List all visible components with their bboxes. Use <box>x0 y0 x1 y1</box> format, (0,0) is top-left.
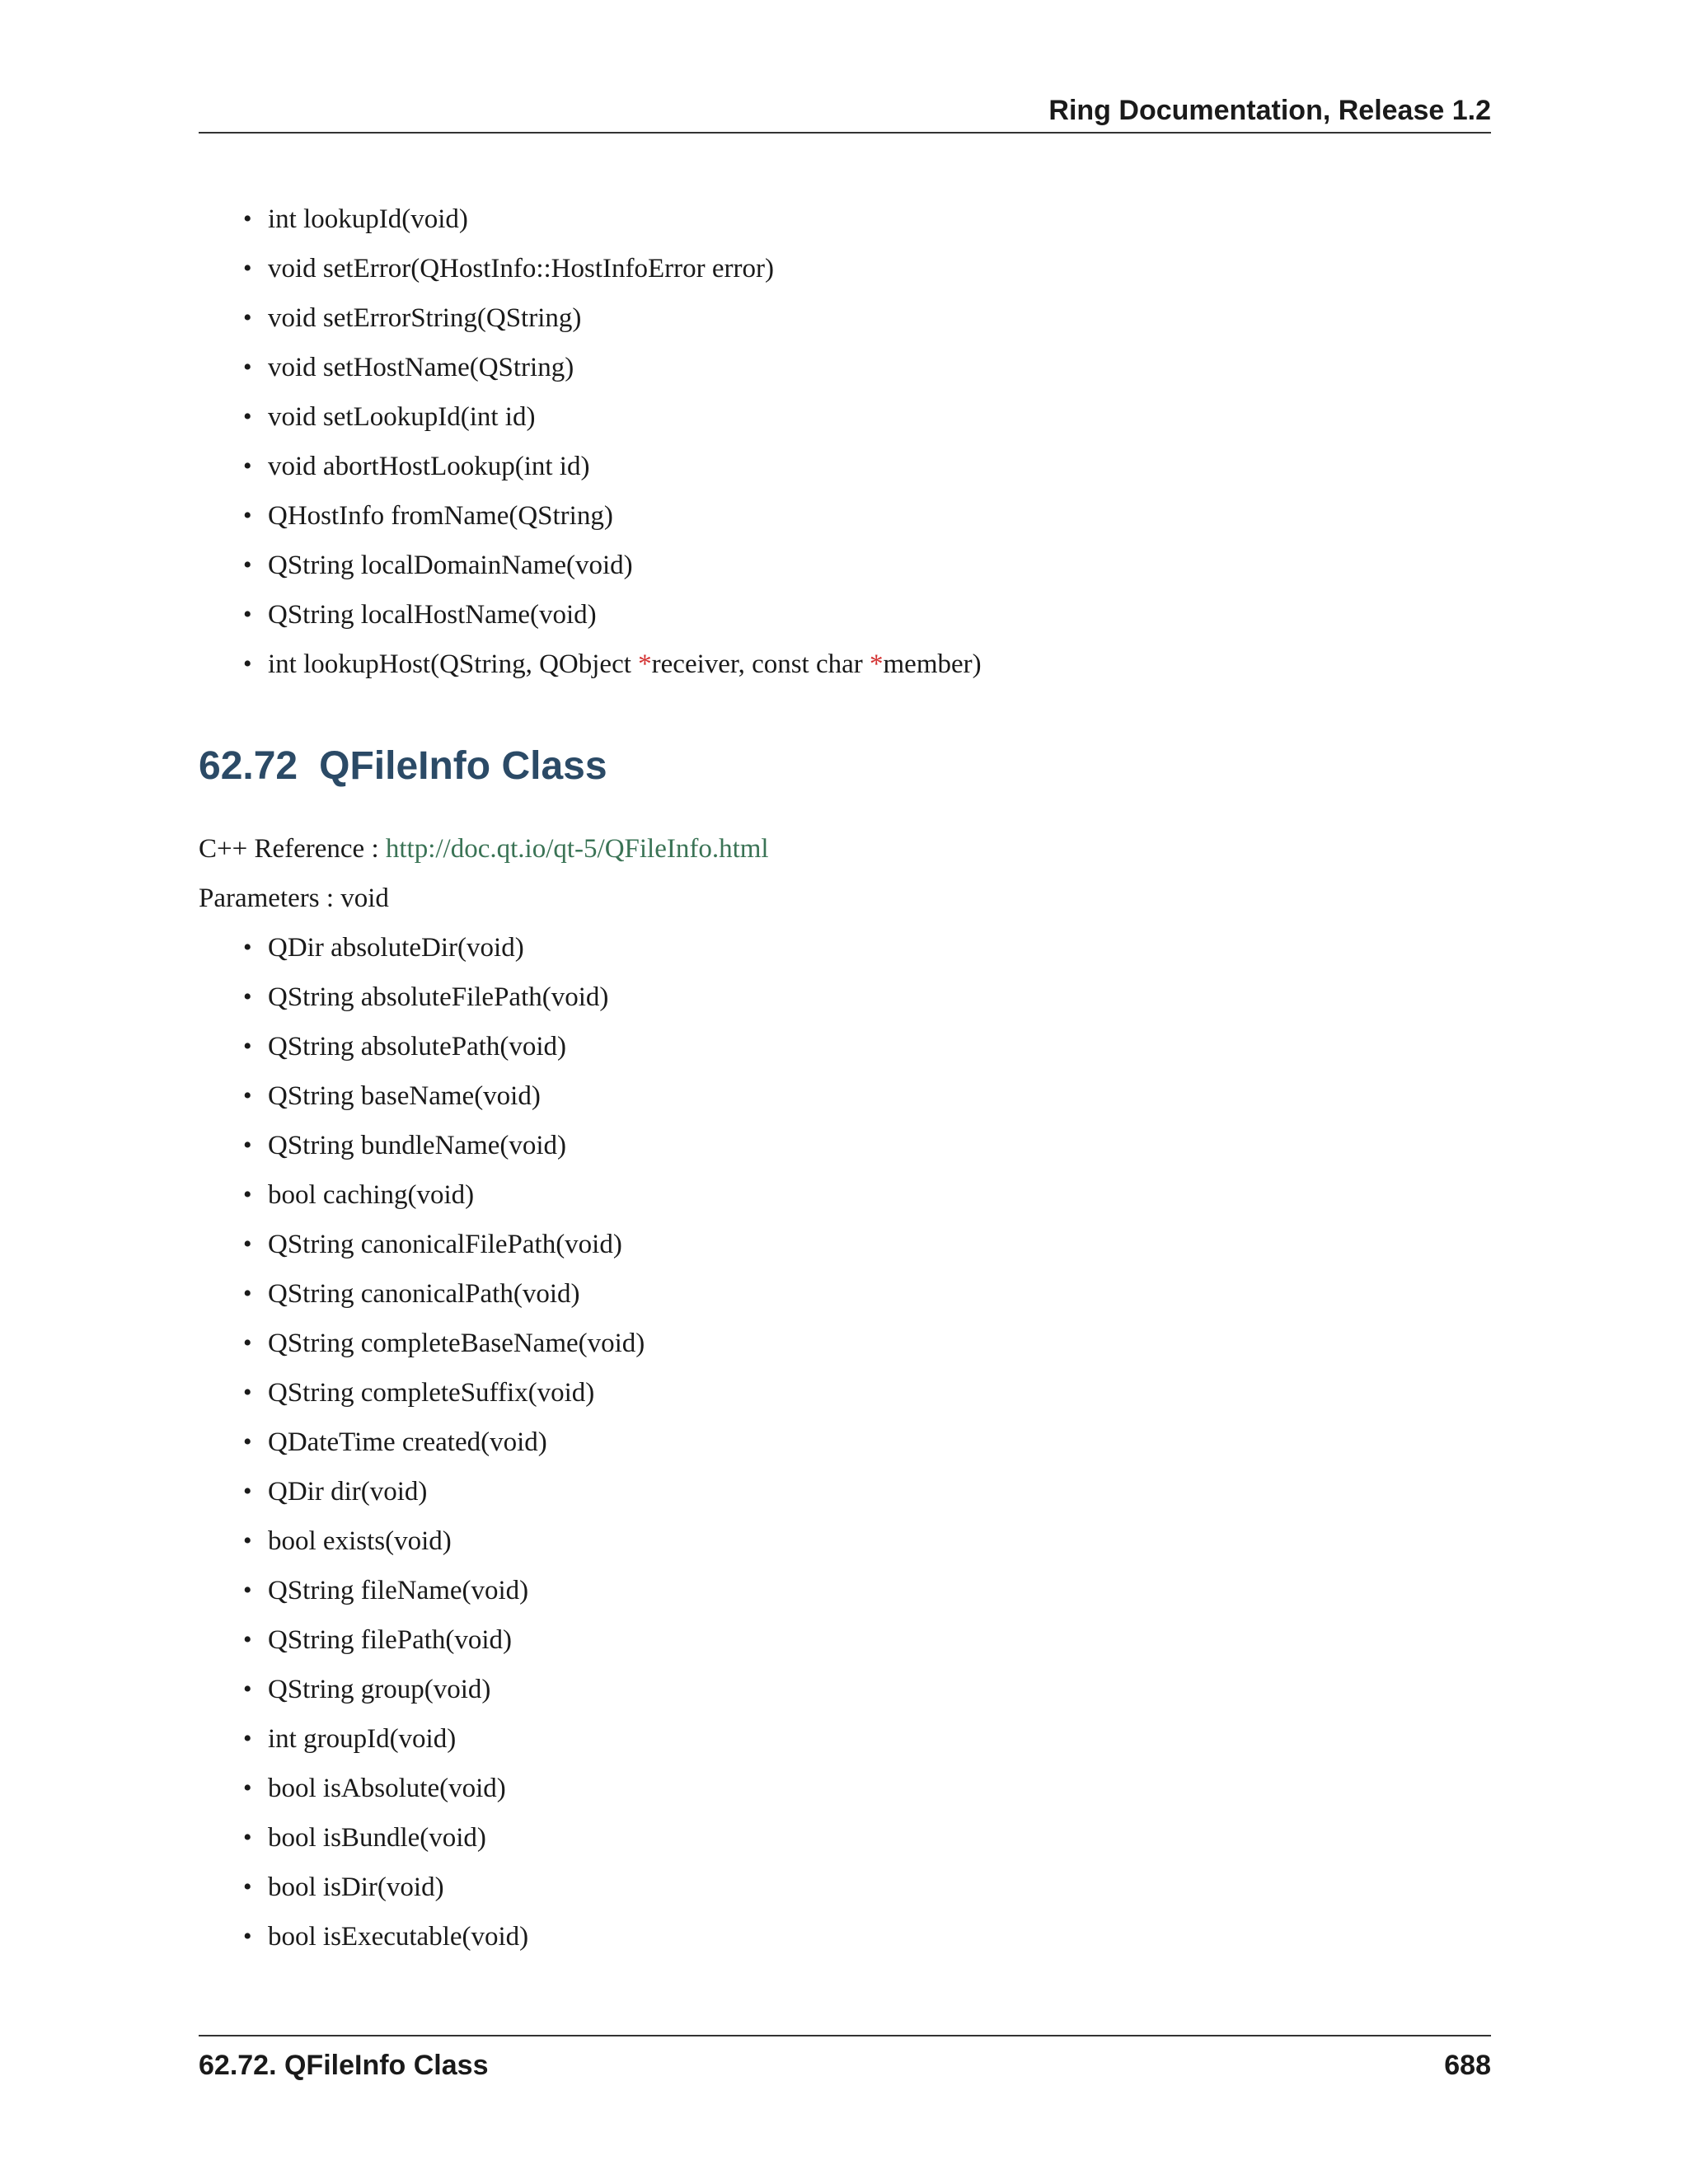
method-item: • void setLookupId(int id) <box>268 392 1491 442</box>
running-header <box>199 89 1491 134</box>
pointer-asterisk: * <box>638 649 652 679</box>
method-item: • QDir dir(void) <box>268 1467 1491 1516</box>
method-item: • int lookupId(void) <box>268 194 1491 244</box>
method-item: • bool exists(void) <box>268 1516 1491 1566</box>
method-item: • QString absolutePath(void) <box>268 1022 1491 1071</box>
qhostinfo-method-list-tail <box>199 640 1491 689</box>
method-item: • int groupId(void) <box>268 1714 1491 1764</box>
method-item: • void setErrorString(QString) <box>268 293 1491 343</box>
method-text: int lookupHost(QString, QObject <box>268 649 639 679</box>
method-item: • QString fileName(void) <box>268 1566 1491 1615</box>
method-item: • bool isExecutable(void) <box>268 1912 1491 1961</box>
pointer-asterisk: * <box>870 649 884 679</box>
qhostinfo-method-list <box>199 194 1491 640</box>
method-item-lookuphost <box>268 640 1491 689</box>
reference-label: C++ Reference : <box>199 834 386 864</box>
method-item: • QString bundleName(void) <box>268 1121 1491 1170</box>
method-item: • QString localDomainName(void) <box>268 541 1491 590</box>
method-item: • QString absoluteFilePath(void) <box>268 972 1491 1022</box>
method-item: • bool caching(void) <box>268 1170 1491 1220</box>
document-title: Ring Documentation, Release 1.2 <box>1048 95 1491 126</box>
method-text: member) <box>883 649 982 679</box>
footer-section-label: 62.72. QFileInfo Class <box>199 2050 489 2081</box>
method-item: • QString canonicalPath(void) <box>268 1269 1491 1319</box>
method-item: • QString group(void) <box>268 1665 1491 1714</box>
section-title: QFileInfo Class <box>319 744 607 788</box>
method-item: • QString baseName(void) <box>268 1071 1491 1121</box>
method-item: • QString localHostName(void) <box>268 590 1491 640</box>
method-item: • QHostInfo fromName(QString) <box>268 491 1491 541</box>
method-item: • QDateTime created(void) <box>268 1418 1491 1467</box>
page-number: 688 <box>1444 2050 1491 2081</box>
section-heading <box>199 740 1491 793</box>
running-footer <box>199 2035 1491 2088</box>
page-content <box>199 194 1491 1961</box>
method-item: • QDir absoluteDir(void) <box>268 923 1491 972</box>
method-item: • QString filePath(void) <box>268 1615 1491 1665</box>
reference-link[interactable]: http://doc.qt.io/qt-5/QFileInfo.html <box>385 834 769 864</box>
method-item: • bool isBundle(void) <box>268 1813 1491 1863</box>
cpp-reference-line <box>199 824 1491 874</box>
method-text: receiver, const char <box>651 649 870 679</box>
qfileinfo-method-list <box>199 923 1491 1961</box>
method-item: • bool isDir(void) <box>268 1863 1491 1912</box>
method-item: • QString completeSuffix(void) <box>268 1368 1491 1418</box>
method-item: • void abortHostLookup(int id) <box>268 442 1491 491</box>
method-item: • void setHostName(QString) <box>268 343 1491 392</box>
method-item: • bool isAbsolute(void) <box>268 1764 1491 1813</box>
section-number: 62.72 <box>199 744 298 788</box>
method-item: • void setError(QHostInfo::HostInfoError error) <box>268 244 1491 293</box>
parameters-line: Parameters : void <box>199 883 389 913</box>
method-item: • QString canonicalFilePath(void) <box>268 1220 1491 1269</box>
method-item: • QString completeBaseName(void) <box>268 1319 1491 1368</box>
